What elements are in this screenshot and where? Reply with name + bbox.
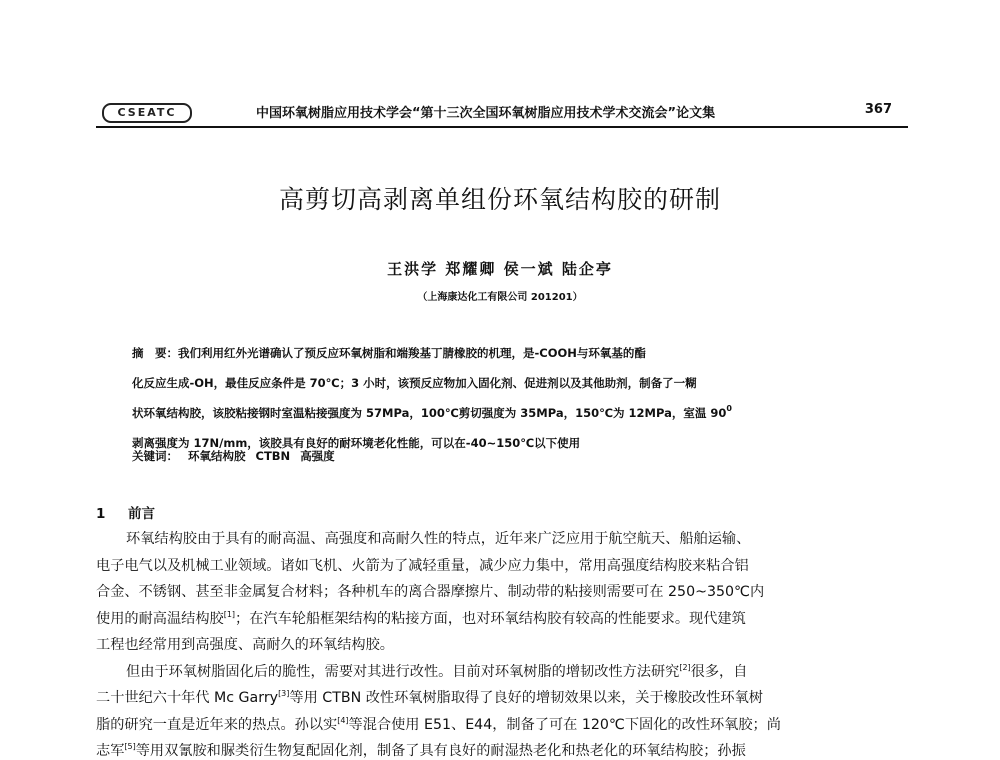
abstract-line: 状环氧结构胶，该胶粘接钢时室温粘接强度为 57MPa，100℃剪切强度为 35MPa，150℃为 12MPa，室温 $90^0$	[132, 404, 732, 420]
society-logo: CSEATC	[102, 103, 192, 123]
keyword: 高强度	[300, 449, 335, 463]
section-number: 1	[96, 506, 106, 522]
running-header	[96, 100, 908, 128]
text-line: 二十世纪六十年代 Mc Garry[3]等用 CTBN 改性环氧树脂取得了良好的增韧效果以来，关于橡胶改性环氧树	[96, 689, 763, 706]
keyword: 环氧结构胶	[188, 449, 246, 463]
text-line: 志军[5]等用双氰胺和脲类衍生物复配固化剂，制备了具有良好的耐湿热老化和热老化的环氧结构胶；孙振	[96, 742, 746, 759]
abstract-line: 化反应生成-OH，最佳反应条件是 70℃；3 小时，该预反应物加入固化剂、促进剂以及其他助剂，制备了一糊	[132, 376, 697, 390]
text-line: 环氧结构胶由于具有的耐高温、高强度和高耐久性的特点，近年来广泛应用于航空航天、船舶运输、	[126, 531, 751, 547]
keywords	[132, 448, 335, 464]
affiliation: （上海康达化工有限公司 201201）	[417, 292, 583, 303]
section-title: 前言	[128, 506, 155, 522]
running-title: 中国环氧树脂应用技术学会“第十三次全国环氧树脂应用技术学术交流会”论文集	[256, 106, 716, 121]
text-line: 但由于环氧树脂固化后的脆性，需要对其进行改性。目前对环氧树脂的增韧改性方法研究[2]很多，自	[126, 662, 748, 680]
text-line: 使用的耐高温结构胶[1]；在汽车轮船框架结构的粘接方面，也对环氧结构胶有较高的性能要求。现代建筑	[96, 609, 746, 627]
citation: [5]	[124, 742, 136, 751]
body-text	[96, 526, 908, 760]
abstract	[132, 338, 892, 458]
text-line: 工程也经常用到高强度、高耐久的环氧结构胶。	[96, 637, 394, 653]
text-line: 电子电气以及机械工业领域。诸如飞机、火箭为了减轻重量，减少应力集中，常用高强度结构胶来粘合铝	[96, 557, 749, 574]
citation: [3]	[278, 689, 290, 698]
section-heading	[96, 502, 155, 522]
abstract-label: 摘 要：	[132, 346, 178, 360]
abstract-line: 摘 要：我们利用红外光谱确认了预反应环氧树脂和端羧基丁腈橡胶的机理，是-COOH与环氧基的酯	[132, 346, 646, 360]
keywords-label: 关键词：	[132, 449, 178, 463]
citation: [1]	[223, 609, 236, 619]
text-line: 合金、不锈钢、甚至非金属复合材料；各种机车的离合器摩擦片、制动带的粘接则需要可在 250~350℃内	[96, 584, 765, 600]
author-list: 王洪学 郑耀卿 侯一斌 陆企亭	[387, 260, 613, 278]
keyword: CTBN	[255, 449, 291, 463]
page-number: 367	[864, 102, 892, 117]
abstract-line: 剥离强度为 17N/mm，该胶具有良好的耐环境老化性能，可以在-40~150℃以下使用	[132, 436, 581, 450]
citation: [4]	[337, 715, 349, 725]
text-line: 脂的研究一直是近年来的热点。孙以实[4]等混合使用 E51、E44，制备了可在 120℃下固化的改性环氧胶；尚	[96, 715, 781, 733]
citation: [2]	[679, 662, 691, 672]
paper-title: 高剪切高剥离单组份环氧结构胶的研制	[278, 185, 721, 214]
